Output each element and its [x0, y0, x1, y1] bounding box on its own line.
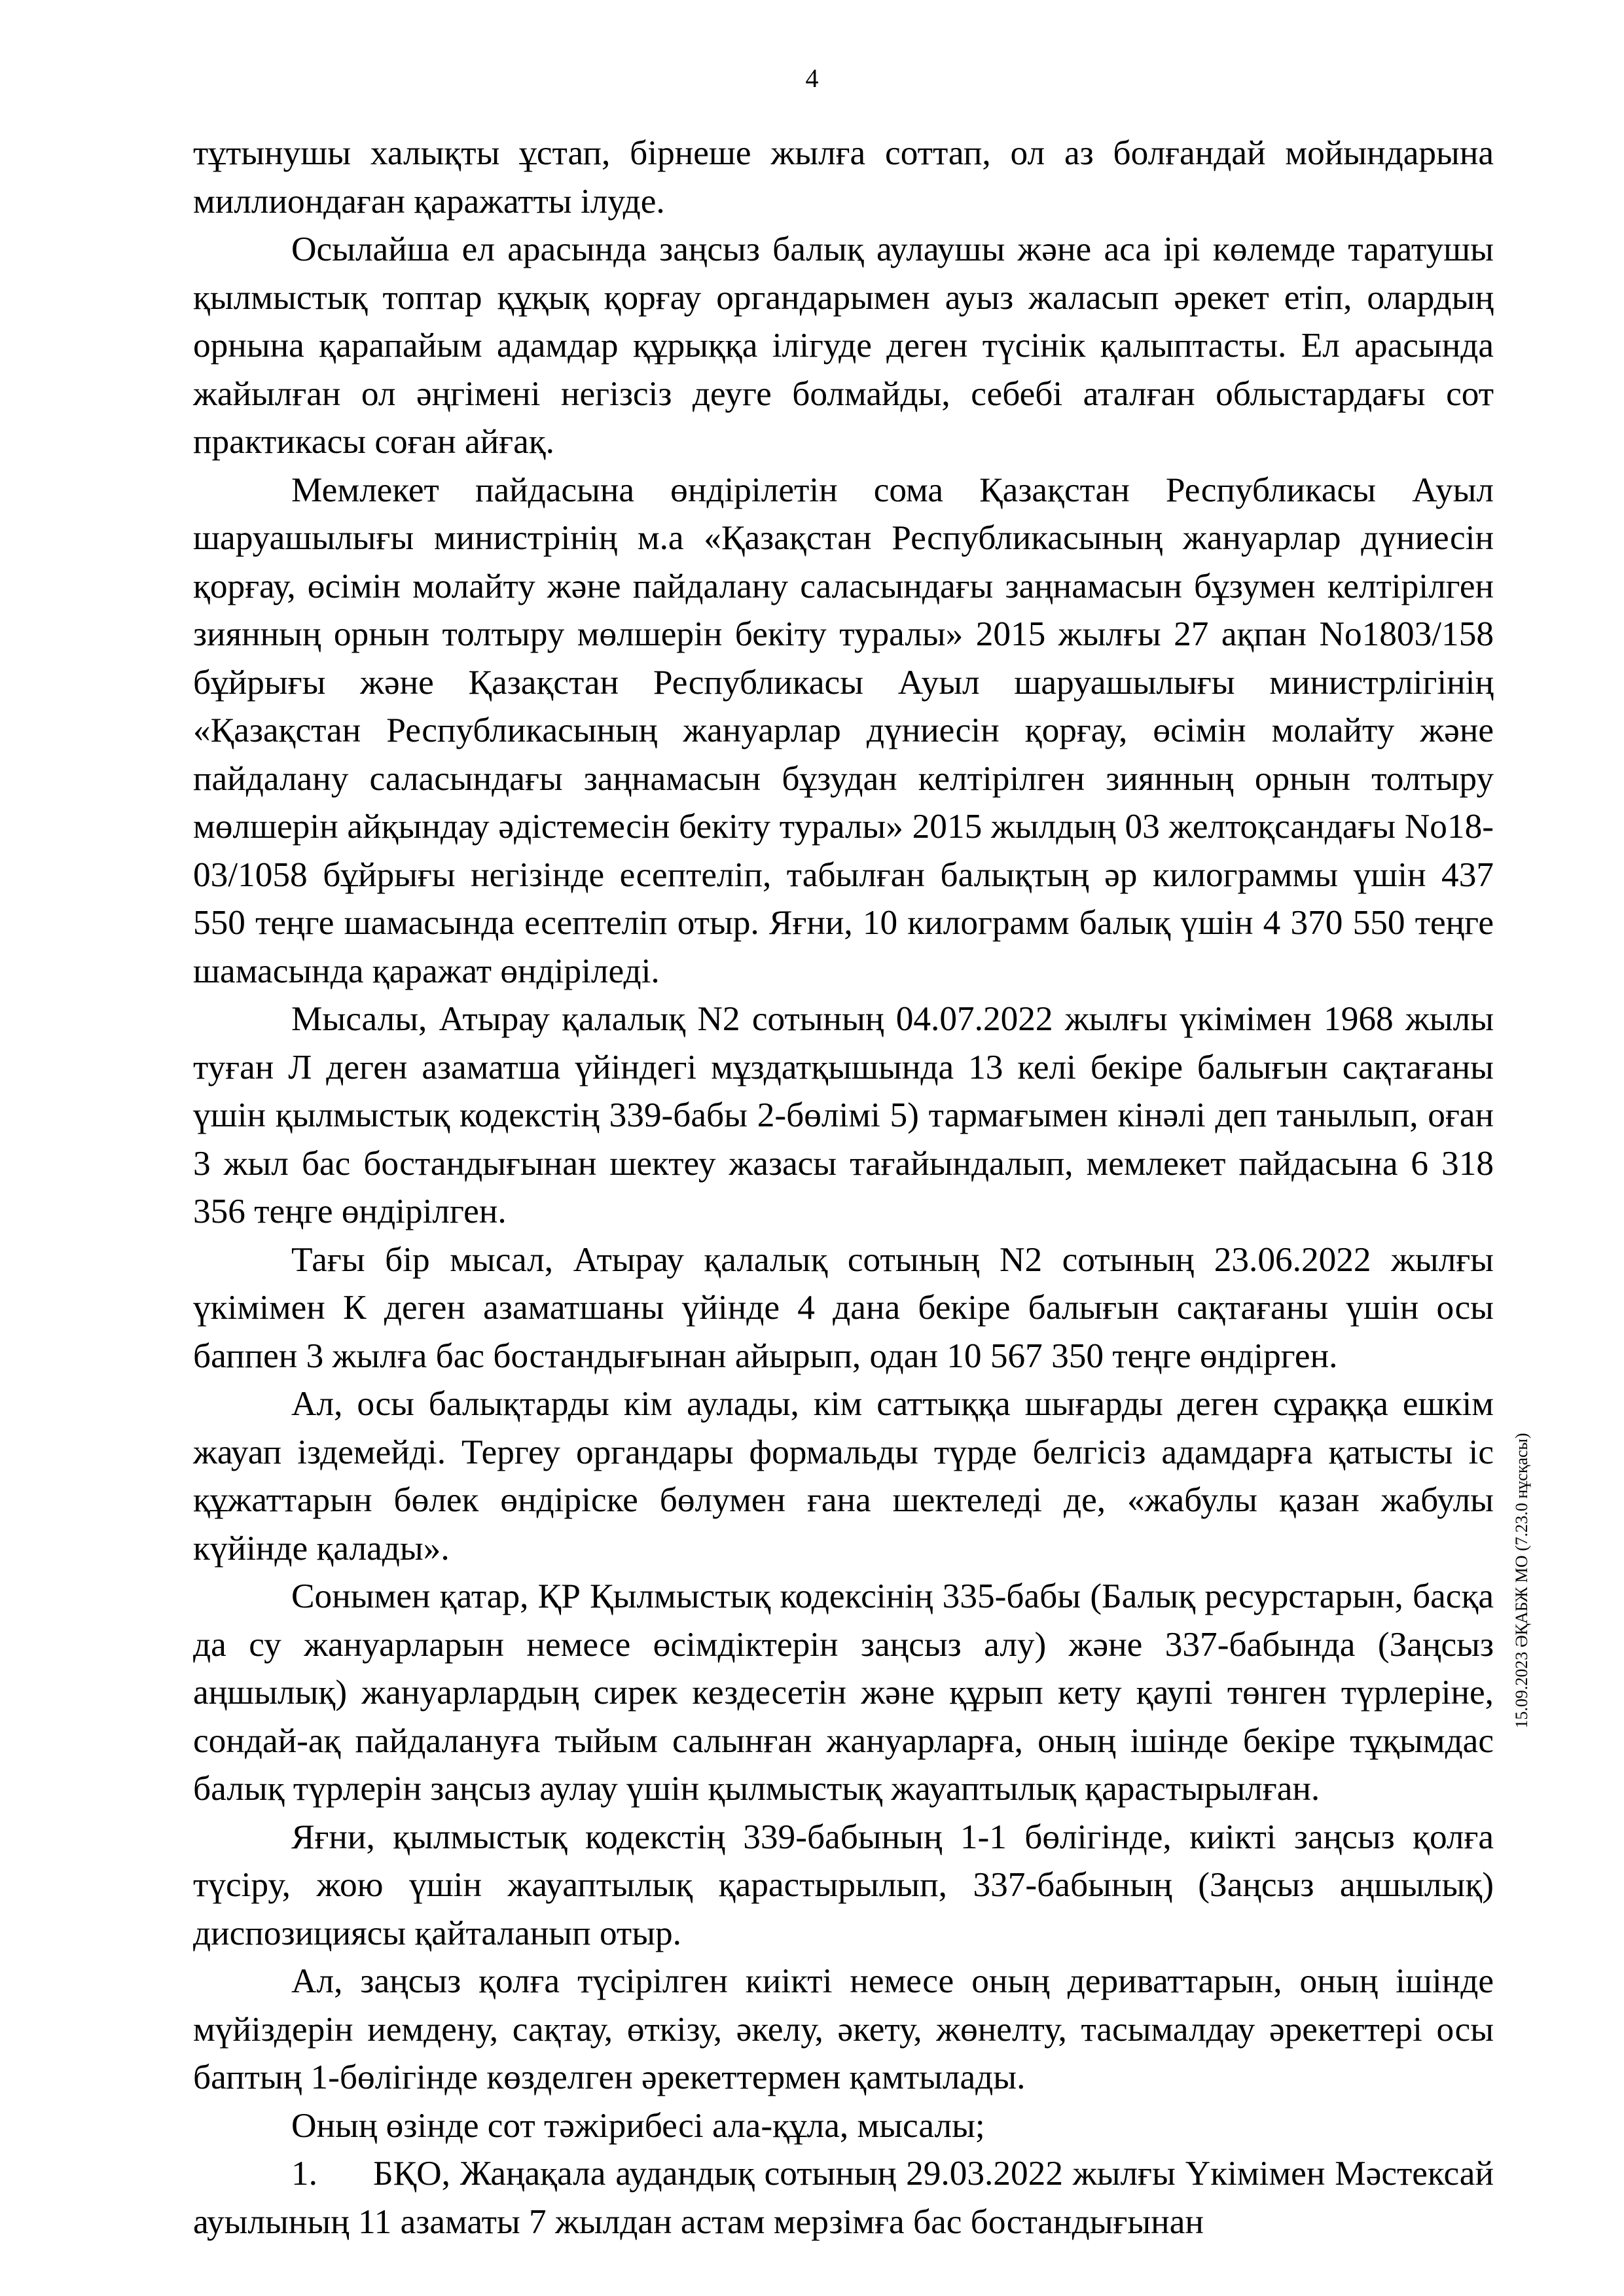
paragraph: Оның өзінде сот тәжірибесі ала-құла, мысалы; [291, 2106, 985, 2145]
paragraph: Ал, осы балықтарды кім аулады, кім саттыққа шығарды деген сұраққа ешкім жауап іздемейді. Тергеу органдары формальды түрде белгісіз адамдарға қатысты іс құжаттарын бөлек өндіріске бөлумен ғана шектеледі де, «жабулы қазан жабулы күйінде қалады». [193, 1384, 1494, 1568]
paragraph: Сонымен қатар, ҚР Қылмыстық кодексінің 335-бабы (Балық ресурстарын, басқа да су жануарларын немесе өсімдіктерін заңсыз алу) және 337-бабында (Заңсыз аңшылық) жануарлардың сирек кездесетін және құрып кету қаупі төнген түрлеріне, сондай-ақ пайдалануға тыйым салынған жануарларға, оның ішінде бекіре тұқымдас балық түрлерін заңсыз аулау үшін қылмыстық жауаптылық қарастырылған. [193, 1577, 1494, 1808]
list-item-number: 1. [291, 2154, 317, 2193]
paragraph: Мемлекет пайдасына өндірілетін сома Қазақстан Республикасы Ауыл шаруашылығы министрінің м.а «Қазақстан Республикасының жануарлар дүниесін қорғау, өсімін молайту және пайдалану саласындағы заңнамасын бұзумен келтірілген зиянның орнын толтыру мөлшерін бекіту туралы» 2015 жылғы 27 ақпан No1803/158 бұйрығы және Қазақстан Республикасы Ауыл шаруашылығы министрлігінің «Қазақстан Республикасының жануарлар дүниесін қорғау, өсімін молайту және пайдалану саласындағы заңнамасын бұзудан келтірілген зиянның орнын толтыру мөлшерін айқындау әдістемесін бекіту туралы» 2015 жылдың 03 желтоқсандағы No18-03/1058 бұйрығы негізінде есептеліп, табылған балықтың әр килограммы үшін 437 550 теңге шамасында есептеліп отыр. Яғни, 10 килограмм балық үшін 4 370 550 теңге шамасында қаражат өндіріледі. [193, 470, 1494, 990]
paragraph: Яғни, қылмыстық кодекстің 339-бабының 1-1 бөлігінде, киікті заңсыз қолға түсіру, жою үшін жауаптылық қарастырылып, 337-бабының (Заңсыз аңшылық) диспозициясы қайталанып отыр. [193, 1817, 1494, 1952]
paragraph: Тағы бір мысал, Атырау қалалық сотының N2 сотының 23.06.2022 жылғы үкімімен К деген азаматшаны үйінде 4 дана бекіре балығын сақтағаны үшін осы баппен 3 жылға бас бостандығынан айырып, одан 10 567 350 теңге өндірген. [193, 1240, 1494, 1375]
paragraph: Ал, заңсыз қолға түсірілген киікті немесе оның дериваттарын, оның ішінде мүйіздерін иемдену, сақтау, өткізу, әкелу, әкету, жөнелту, тасымалдау әрекеттері осы баптың 1-бөлігінде көзделген әрекеттермен қамтылады. [193, 1962, 1494, 2096]
side-stamp-text: 15.09.2023 ӘҚАБЖ МО (7.23.0 нұсқасы) [1512, 1433, 1531, 1729]
numbered-list-item [193, 2149, 1494, 2246]
paragraph: Мысалы, Атырау қалалық N2 сотының 04.07.2022 жылғы үкімімен 1968 жылы туған Л деген азаматша үйіндегі мұздатқышында 13 келі бекіре балығын сақтағаны үшін қылмыстық кодекстің 339-бабы 2-бөлімі 5) тармағымен кінәлі деп танылып, оған 3 жыл бас бостандығынан шектеу жазасы тағайындалып, мемлекет пайдасына 6 318 356 теңге өндірілген. [193, 999, 1494, 1230]
document-body [193, 129, 1494, 2246]
page-number: 4 [805, 63, 819, 93]
list-item-text: БҚО, Жаңақала аудандық сотының 29.03.2022 жылғы Үкімімен Мәстексай ауылының 11 азаматы 7 жылдан астам мерзімға бас бостандығынан [193, 2154, 1494, 2241]
paragraph-continued: тұтынушы халықты ұстап, бірнеше жылға соттап, ол аз болғандай мойындарына миллиондаған қаражатты ілуде. [193, 134, 1494, 221]
paragraph: Осылайша ел арасында заңсыз балық аулаушы және аса ірі көлемде таратушы қылмыстық топтар құқық қорғау органдарымен ауыз жаласып әрекет етіп, олардың орнына қарапайым адамдар құрыққа ілігуде деген түсінік қалыптасты. Ел арасында жайылған ол әңгімені негізсіз деуге болмайды, себебі аталған облыстардағы сот практикасы соған айғақ. [193, 230, 1494, 461]
